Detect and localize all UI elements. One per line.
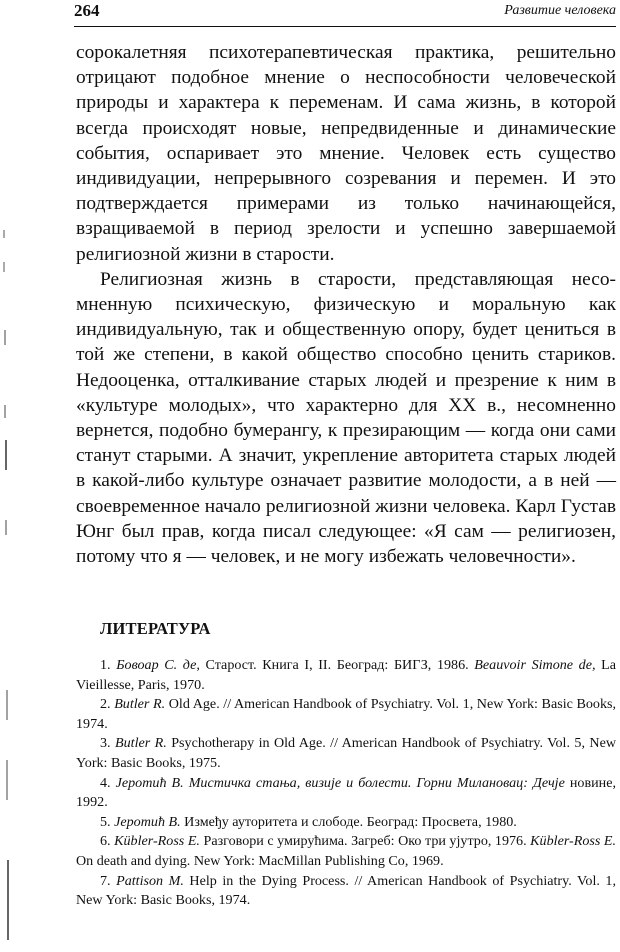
scan-margin-marks xyxy=(0,0,14,947)
reference-text: Старост. Книга I, II. Београд: БИГЗ, 1986. xyxy=(199,657,475,673)
reference-author: Butler R. xyxy=(114,696,166,713)
reference-item xyxy=(76,872,616,911)
reference-list xyxy=(76,656,616,911)
reference-text: Psychotherapy in Old Age. // American Handbook of Psychiatry. Vol. 5, New York: Basic Books, 1975. xyxy=(76,735,616,771)
reference-author: Beauvoir Simone de, xyxy=(474,657,596,673)
paragraph: сорокалетняя психотерапевтическая практика, решительно отрицают подобное мнение о неспособности человеческой природы и характера к переменам. И сама жизнь, в которой всегда происходят новые, непредвиденные и динамические события, оспаривает это мнение. Человек есть существо индивидуации, непрерывного созревания и перемен. И это подтверждается примерами из только начинающейся, взращиваемой в период зрелости и успешно завершаемой религиозной жизни в старости. xyxy=(76,42,616,265)
reference-number: 2. xyxy=(100,696,111,713)
section-heading: ЛИТЕРАТУРА xyxy=(100,619,211,638)
body-text xyxy=(76,40,616,569)
reference-number: 3. xyxy=(100,735,111,752)
reference-item xyxy=(76,695,616,734)
reference-number: 7. xyxy=(100,872,111,889)
reference-item xyxy=(76,734,616,773)
page-header xyxy=(74,0,616,27)
reference-author: Јеротић В. xyxy=(115,774,184,791)
reference-number: 1. xyxy=(100,657,111,673)
reference-item xyxy=(76,813,616,833)
reference-item xyxy=(76,774,616,813)
reference-title: Мистичка стања, визије и болести. Горни Милановац: Дечје xyxy=(188,774,565,791)
reference-text: Између ауторитета и слободе. Београд: Просвета, 1980. xyxy=(180,813,517,830)
reference-author: Butler R. xyxy=(115,735,167,752)
reference-item xyxy=(76,832,616,871)
page-number: 264 xyxy=(74,1,100,20)
reference-author: Kübler-Ross E. xyxy=(114,833,200,850)
reference-text: Old Age. // American Handbook of Psychiatry. Vol. 1, New York: Basic Books, 1974. xyxy=(76,696,617,732)
reference-item xyxy=(76,656,616,695)
reference-number: 5. xyxy=(100,813,111,830)
reference-text: Help in the Dying Process. // American Handbook of Psychiatry. Vol. 1, New York: Basic Books, 1974. xyxy=(76,872,616,909)
reference-author: Pattison M. xyxy=(116,872,184,889)
reference-number: 6. xyxy=(100,833,111,850)
reference-text: новине, 1992. xyxy=(76,774,616,811)
running-title: Развитие человека xyxy=(504,3,616,18)
reference-author: Kübler-Ross E. xyxy=(530,833,617,850)
reference-text: On death and dying. New York: MacMillan Publishing Co, 1969. xyxy=(76,852,444,869)
reference-author: Јеротић В. xyxy=(114,813,181,830)
reference-text: Разговори с умирућима. Загреб: Око три ујутро, 1976. xyxy=(199,833,531,850)
reference-number: 4. xyxy=(100,774,111,791)
paragraph: Религиозная жизнь в старости, представляющая несомненную психическую, физическую и моральную как индивидуальную, так и общественную опору, будет цениться в той же степени, в какой общество способно ценить стариков. Недооценка, отталкивание старых людей и презрение к ним в «культуре молодых», что характерно для XX в., несомненно вернется, подобно бумерангу, к презирающим — когда они сами станут старыми. А значит, укрепление авторитета старых людей в какой-либо культуре означает развитие молодости, а в ней — своевременное начало религиозной жизни человека. Карл Густав Юнг был прав, когда писал следующее: «Я сам — религиозен, потому что я — человек, и не могу избежать человечности». xyxy=(76,268,616,568)
reference-text: La Vieillesse, Paris, 1970. xyxy=(76,657,617,693)
reference-author: Бовоар С. де, xyxy=(116,657,200,673)
